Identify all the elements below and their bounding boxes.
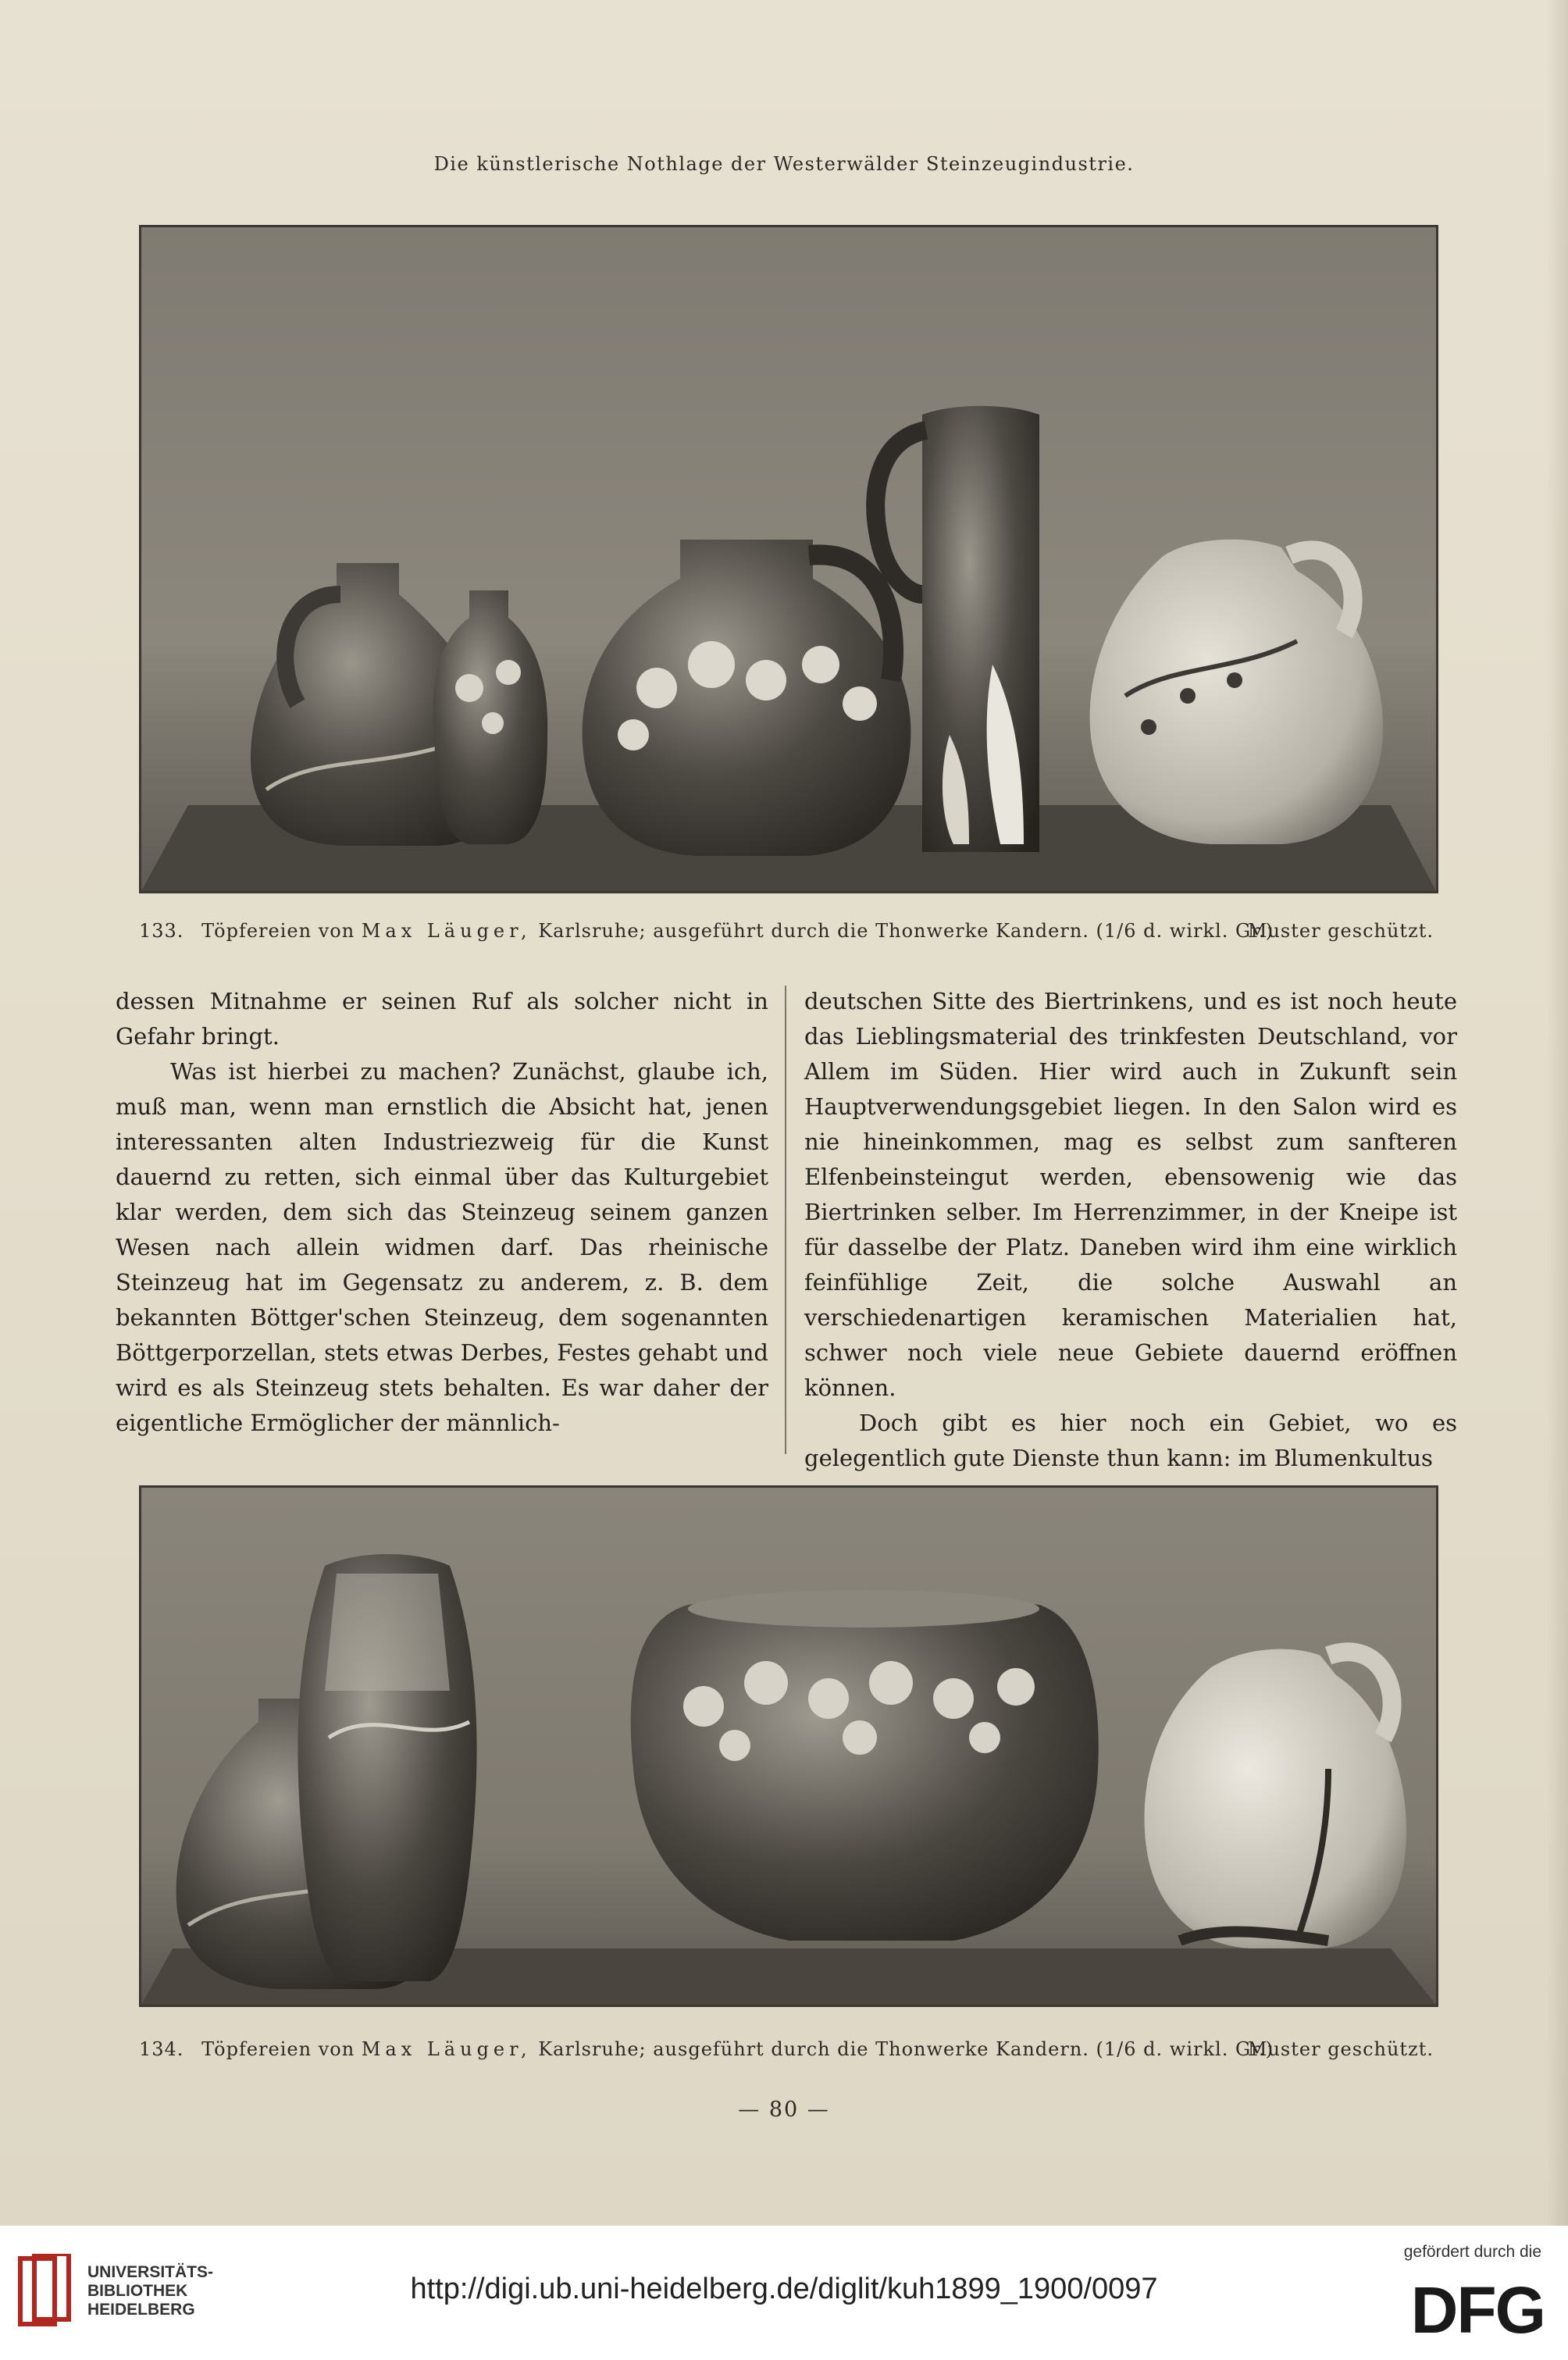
figure-133-caption [139, 920, 1434, 942]
vases-photo-134 [141, 1488, 1436, 2005]
vases-photo-133 [141, 227, 1436, 891]
caption-text-pre: Töpfereien von [201, 2038, 355, 2060]
figure-number: 133. [139, 920, 184, 942]
text-column-right [804, 984, 1457, 1476]
digitization-footer [0, 2226, 1568, 2360]
figure-134-photo [139, 1485, 1438, 2007]
figure-134-caption [139, 2038, 1434, 2060]
page-number: — 80 — [738, 2098, 830, 2122]
permalink-url[interactable]: http://digi.ub.uni-heidelberg.de/diglit/kuh1899_1900/0097 [410, 2273, 1158, 2305]
paragraph: dessen Mitnahme er seinen Ruf als solcher nicht in Gefahr bringt. [116, 988, 768, 1050]
paragraph: Doch gibt es hier noch ein Gebiet, wo es gelegentlich gute Dienste thun kann: im Blumenkultus [804, 1410, 1457, 1471]
column-rule [785, 986, 786, 1454]
running-head: Die künstlerische Nothlage der Westerwälder Steinzeugindustrie. [433, 153, 1135, 175]
caption-text-post: Karlsruhe; ausgeführt durch die Thonwerke Kandern. (1/6 d. wirkl. Gr.) [538, 920, 1274, 942]
caption-protected: Muster geschützt. [1247, 2038, 1434, 2060]
library-line: HEIDELBERG [87, 2301, 195, 2319]
caption-maker: Max Läuger, [361, 2038, 532, 2060]
paragraph: Was ist hierbei zu machen? Zunächst, glaube ich, muß man, wenn man ernstlich die Absicht hat, jenen interessanten alten Industriezweig für die Kunst dauernd zu retten, sich einmal über das Kulturgebiet klar werden, dem sich das Steinzeug seinem ganzen Wesen nach allein widmen darf. Das rheinische Steinzeug hat im Gegensatz zu anderem, z. B. dem bekannten Böttger'schen Steinzeug, dem sogenannten Böttgerporzellan, stets etwas Derbes, Festes gehabt und wird es als Steinzeug stets behalten. Es war daher der eigentliche Ermöglicher der männlich- [116, 1058, 768, 1436]
caption-text-post: Karlsruhe; ausgeführt durch die Thonwerke Kandern. (1/6 d. wirkl. Gr.) [538, 2038, 1274, 2060]
funding-note: gefördert durch die [1403, 2243, 1541, 2261]
library-line: BIBLIOTHEK [87, 2282, 188, 2300]
dfg-logo: DFG [1410, 2273, 1545, 2347]
paragraph: deutschen Sitte des Biertrinkens, und es ist noch heute das Lieblingsmaterial des trinkfesten Deutschland, vor Allem im Süden. Hier wird auch in Zukunft sein Hauptverwendungsgebiet liegen. In den Salon wird es nie hineinkommen, mag es selbst zum sanfteren Elfenbeinsteingut werden, ebensowenig wie das Biertrinken selber. Im Herrenzimmer, in der Kneipe ist für dasselbe der Platz. Daneben wird ihm eine wirklich feinfühlige Zeit, die solche Auswahl an verschiedenartigen keramischen Materialien hat, schwer noch viele neue Gebiete dauernd eröffnen können. [804, 988, 1457, 1401]
text-column-left [116, 984, 768, 1441]
figure-133-photo [139, 225, 1438, 893]
figure-number: 134. [139, 2038, 184, 2060]
caption-maker: Max Läuger, [361, 920, 532, 942]
caption-text-pre: Töpfereien von [201, 920, 355, 942]
library-line: UNIVERSITÄTS- [87, 2263, 214, 2281]
caption-protected: Muster geschützt. [1247, 920, 1434, 942]
